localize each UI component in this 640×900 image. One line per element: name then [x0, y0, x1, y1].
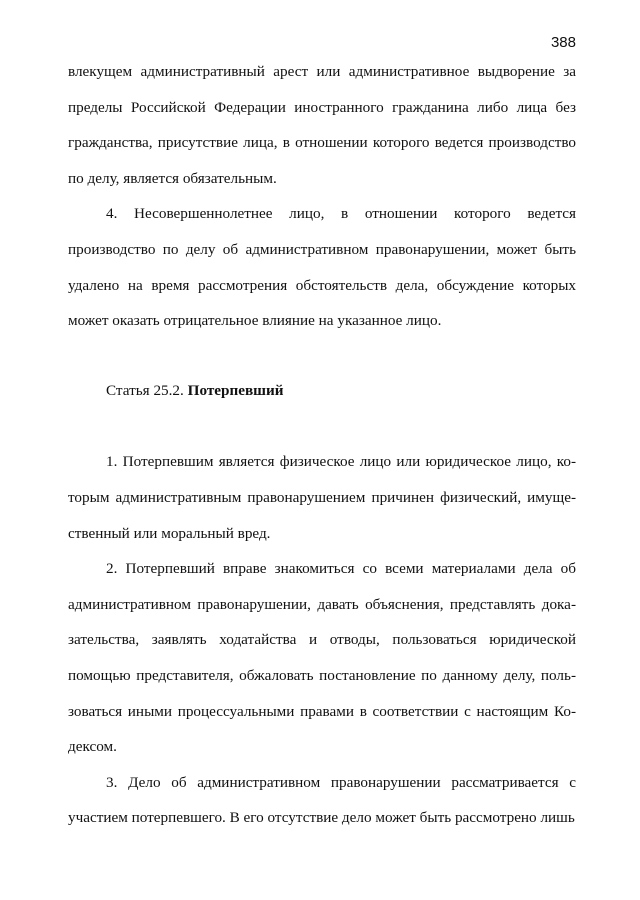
spacer — [68, 408, 576, 444]
paragraph-item-1: 1. Потерпевшим является физическое лицо или юридическое лицо, которым административным правонарушением причинен физический, имущественный или моральный вред. — [68, 453, 576, 542]
article-heading — [68, 373, 576, 409]
paragraph-item-3: 3. Дело об административном правонарушении рассматривается с участием потерпевшего. В его отсутствие дело может быть рассмотрено лишь — [68, 773, 576, 827]
spacer — [68, 339, 576, 373]
paragraph-item-2: 2. Потерпевший вправе знакомиться со всеми материалами дела об административном правонарушении, давать объяснения, представлять доказательства, заявлять ходатайства и отводы, пользоваться юридической помощью представителя, обжаловать постановление по данному делу, пользоваться иными процессуальными правами в соответствии с настоящим Кодексом. — [68, 560, 576, 756]
document-body — [68, 54, 576, 836]
article-title: Потерпевший — [187, 381, 284, 399]
paragraph-item-4: 4. Несовершеннолетнее лицо, в отношении которого ведется производство по делу об административном правонарушении, может быть удалено на время рассмотрения обстоятельств дела, обсуждение которых может оказать отрицательное влияние на указанное лицо. — [68, 205, 576, 330]
paragraph-continuation: влекущем административный арест или административное выдворение за пределы Российской Федерации иностранного гражданина либо лица без гражданства, присутствие лица, в отношении которого ведется производство по делу, является обязательным. — [68, 63, 576, 187]
article-number: Статья 25.2. — [106, 381, 184, 399]
page-number: 388 — [550, 34, 576, 51]
